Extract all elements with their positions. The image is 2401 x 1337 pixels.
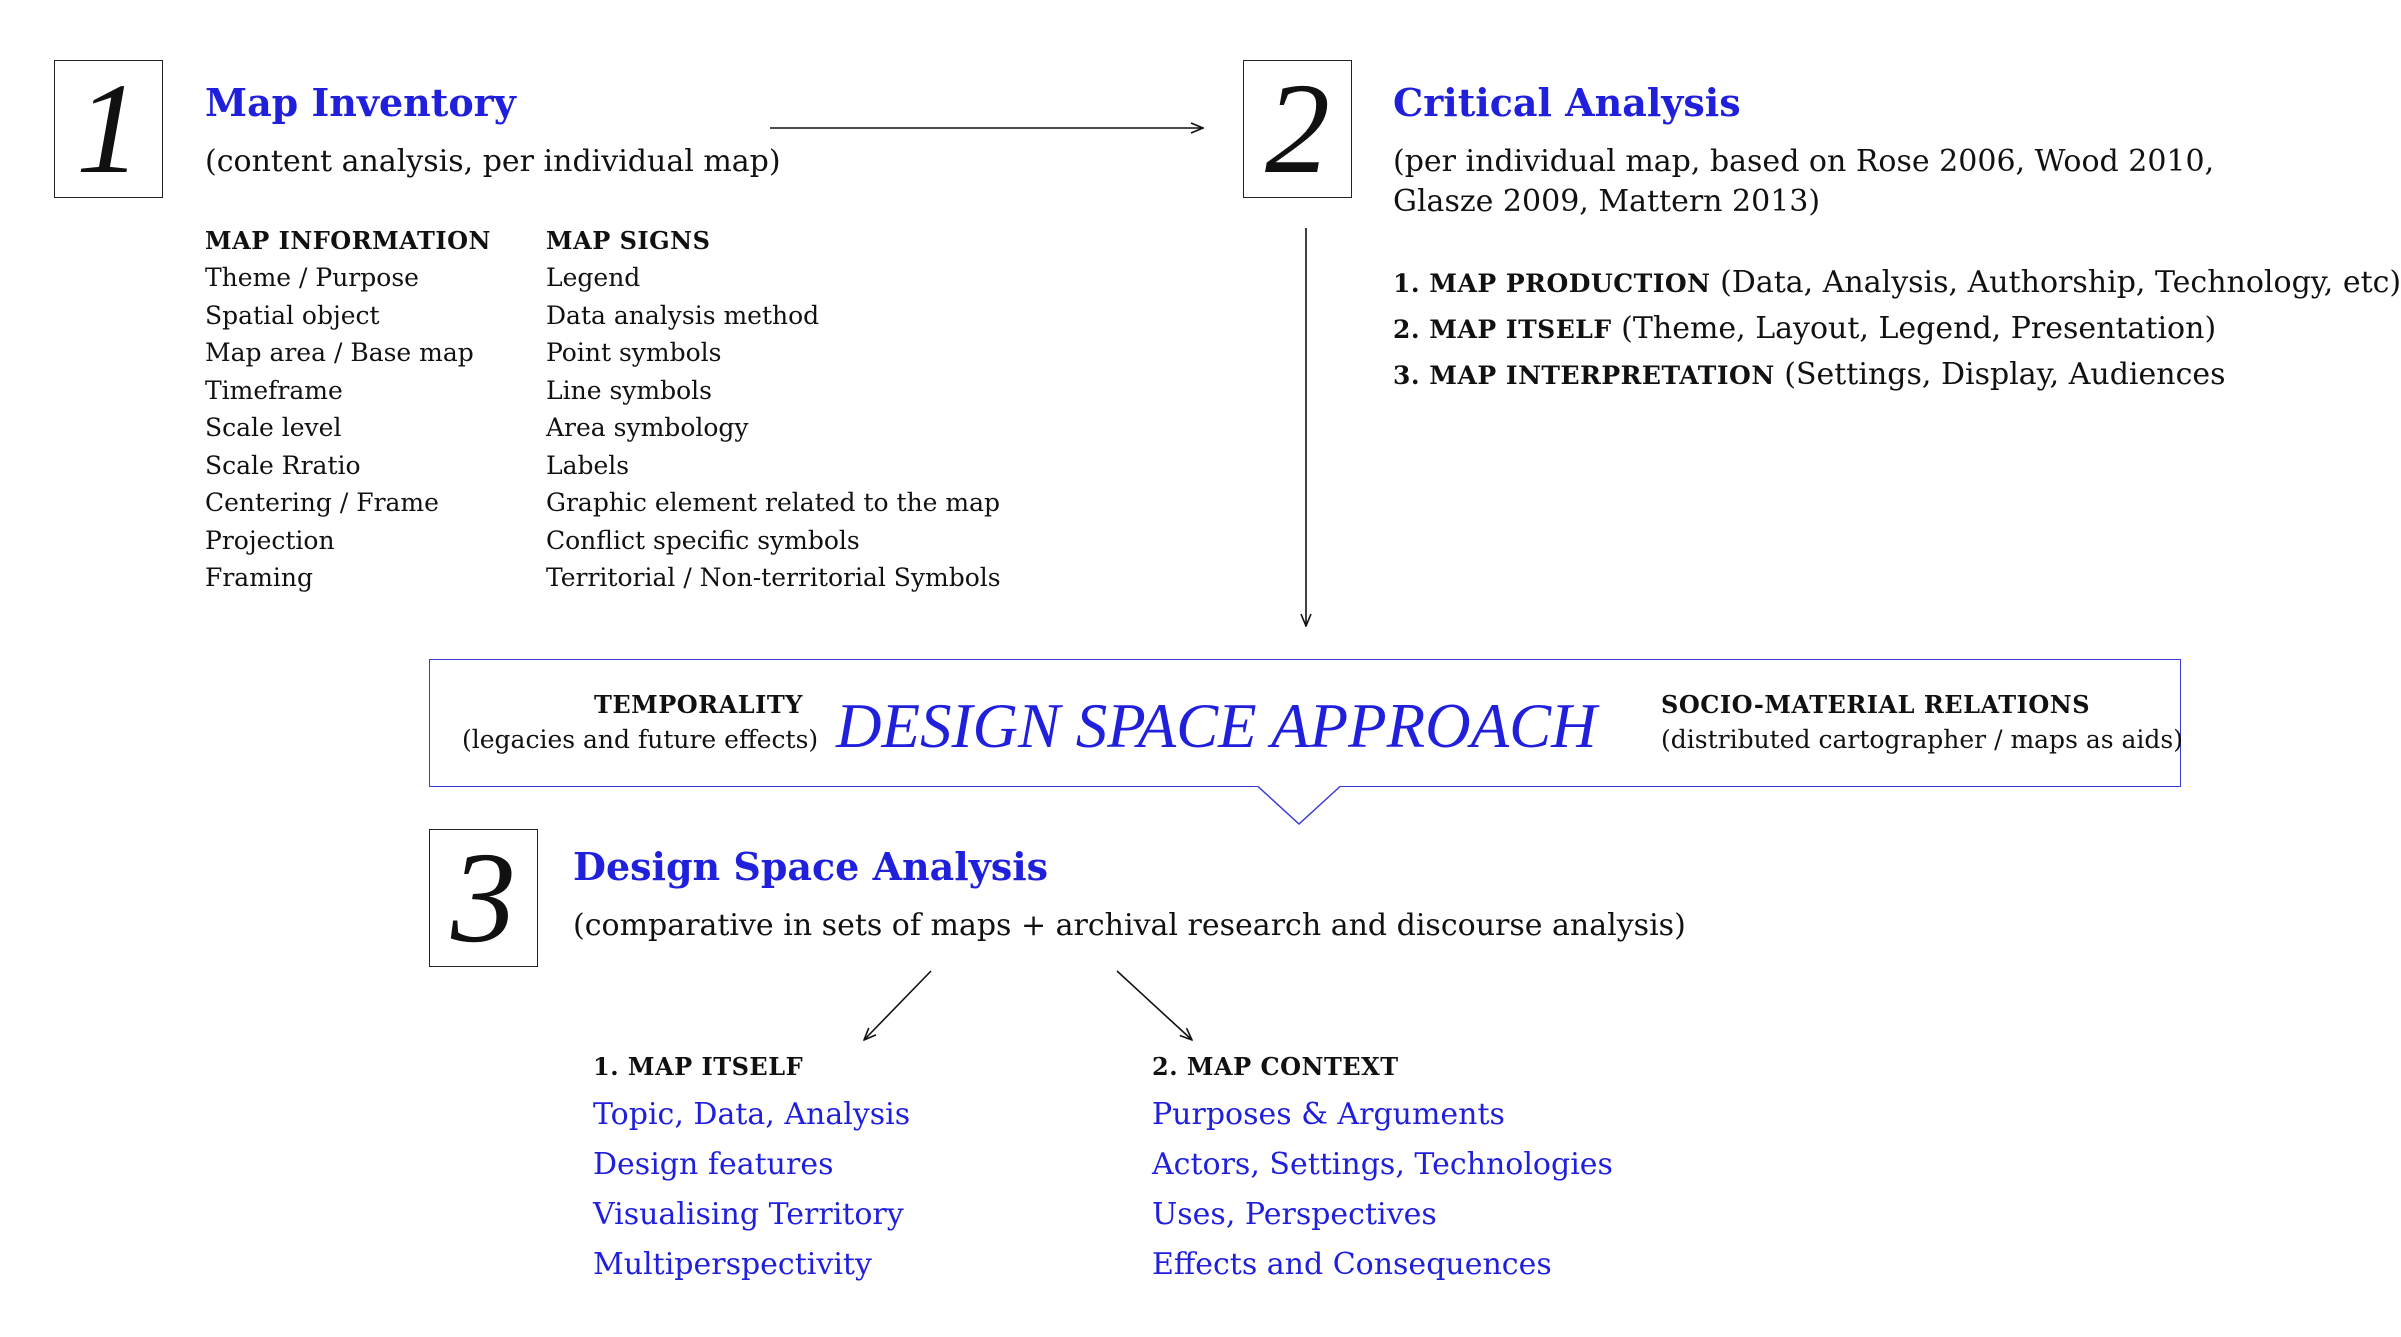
step-3-title: Design Space Analysis	[573, 844, 1049, 889]
list-item: Purposes & Arguments	[1152, 1097, 1505, 1132]
list-item: Graphic element related to the map	[546, 488, 1001, 517]
socio-material-subtitle: (distributed cartographer / maps as aids)	[1661, 725, 2184, 754]
temporality-heading: TEMPORALITY	[594, 690, 803, 719]
critical-item-key: 2. MAP ITSELF	[1393, 315, 1612, 344]
list-item: Projection	[205, 525, 335, 555]
map-itself-heading: 1. MAP ITSELF	[593, 1052, 804, 1081]
critical-item-production	[1393, 260, 2401, 306]
critical-item-interpretation	[1393, 352, 2401, 398]
list-item: Area symbology	[546, 413, 749, 442]
critical-item-detail: (Theme, Layout, Legend, Presentation)	[1621, 311, 2217, 346]
critical-item-itself	[1393, 306, 2401, 352]
step-2-subtitle-line-2: Glasze 2009, Mattern 2013)	[1393, 184, 1821, 219]
step-3-subtitle: (comparative in sets of maps + archival research and discourse analysis)	[573, 908, 1686, 943]
list-item: Topic, Data, Analysis	[593, 1097, 911, 1132]
map-signs-list	[546, 259, 1001, 597]
list-item: Theme / Purpose	[205, 263, 419, 292]
list-item: Spatial object	[205, 300, 380, 330]
list-item: Visualising Territory	[593, 1197, 904, 1232]
critical-item-detail: (Data, Analysis, Authorship, Technology, etc)	[1720, 265, 2401, 300]
step-3-number: 3	[451, 826, 516, 970]
critical-analysis-list	[1393, 260, 2401, 398]
list-item: Territorial / Non-territorial Symbols	[546, 563, 1001, 592]
map-context-heading: 2. MAP CONTEXT	[1152, 1052, 1399, 1081]
socio-material-heading: SOCIO-MATERIAL RELATIONS	[1661, 690, 2091, 719]
list-item: Scale Rratio	[205, 450, 361, 480]
map-context-list	[1152, 1090, 1613, 1290]
arrow-step3-to-map-context	[1117, 971, 1192, 1040]
step-1-title: Map Inventory	[205, 80, 516, 125]
list-item: Effects and Consequences	[1152, 1247, 1552, 1282]
list-item: Data analysis method	[546, 300, 820, 330]
list-item: Conflict specific symbols	[546, 525, 860, 555]
step-2-title: Critical Analysis	[1393, 80, 1741, 125]
step-1-subtitle: (content analysis, per individual map)	[205, 144, 781, 179]
approach-box-pointer	[1256, 786, 1342, 828]
map-signs-heading: MAP SIGNS	[546, 226, 711, 255]
map-information-list	[205, 259, 474, 597]
step-2-number-box	[1243, 57, 1352, 201]
list-item: Timeframe	[205, 375, 343, 405]
list-item: Multiperspectivity	[593, 1247, 872, 1282]
critical-item-key: 1. MAP PRODUCTION	[1393, 269, 1711, 298]
map-itself-list	[593, 1090, 910, 1290]
step-2-subtitle-line-1: (per individual map, based on Rose 2006, Wood 2010,	[1393, 144, 2215, 179]
temporality-subtitle: (legacies and future effects)	[462, 725, 819, 754]
arrow-step3-to-map-itself	[864, 971, 931, 1040]
list-item: Design features	[593, 1147, 834, 1182]
list-item: Point symbols	[546, 338, 722, 367]
step-2-number: 2	[1265, 57, 1330, 201]
list-item: Map area / Base map	[205, 338, 474, 367]
critical-item-detail: (Settings, Display, Audiences	[1784, 357, 2226, 392]
list-item: Labels	[546, 450, 630, 480]
list-item: Framing	[205, 563, 314, 592]
list-item: Line symbols	[546, 375, 712, 405]
list-item: Centering / Frame	[205, 488, 439, 517]
list-item: Actors, Settings, Technologies	[1152, 1147, 1613, 1182]
list-item: Uses, Perspectives	[1152, 1197, 1437, 1232]
step-1-number: 1	[76, 57, 141, 201]
list-item: Legend	[546, 263, 641, 292]
list-item: Scale level	[205, 413, 342, 442]
step-1-number-box	[54, 57, 163, 201]
map-information-heading: MAP INFORMATION	[205, 226, 491, 255]
design-space-approach-title: DESIGN SPACE APPROACH	[836, 691, 1597, 761]
critical-item-key: 3. MAP INTERPRETATION	[1393, 361, 1775, 390]
step-3-number-box	[429, 826, 538, 970]
